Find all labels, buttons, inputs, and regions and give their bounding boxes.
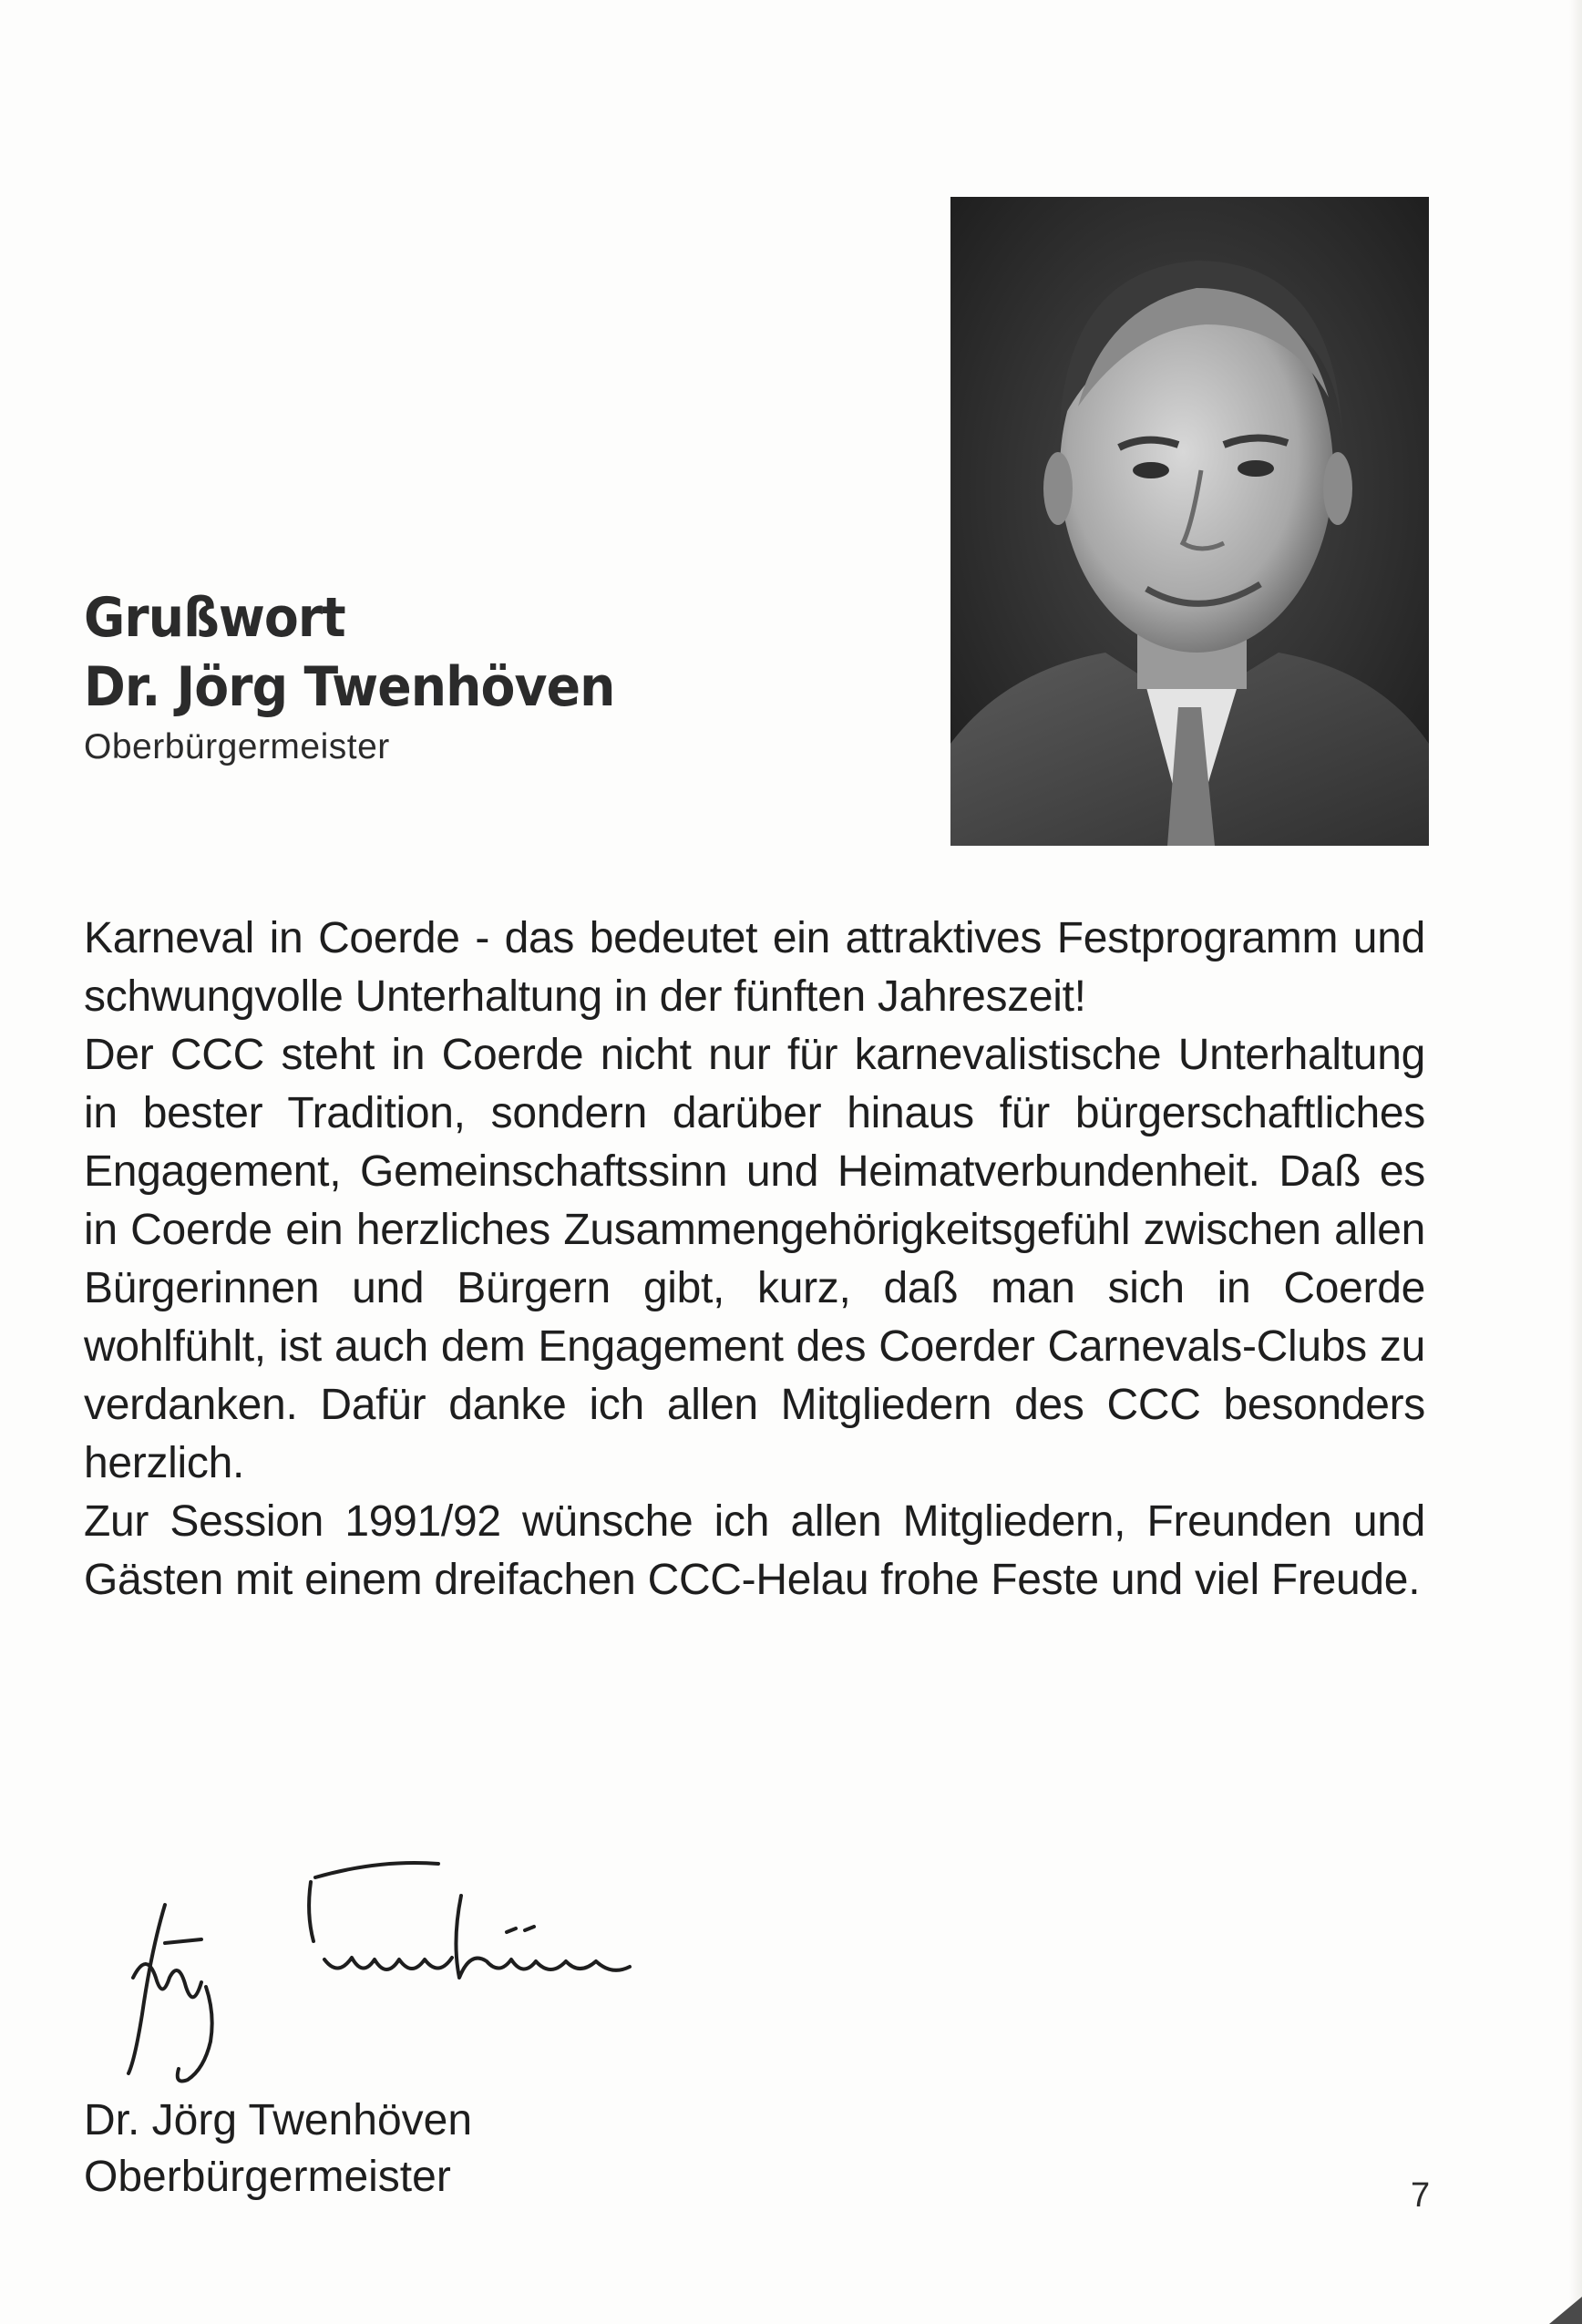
- portrait-photo: [950, 197, 1429, 846]
- page-number: 7: [1411, 2176, 1431, 2215]
- handwritten-signature-icon: [78, 1841, 753, 2087]
- signatory-name: Dr. Jörg Twenhöven: [84, 2096, 473, 2144]
- paragraph: Karneval in Coerde - das bedeutet ein attraktives Festprogramm und schwungvolle Unterhaltung in der fünften Jahreszeit!: [84, 914, 1425, 1021]
- heading-name: Dr. Jörg Twenhöven: [84, 655, 615, 719]
- scan-corner-mark: [1549, 2297, 1582, 2324]
- page-edge: [1569, 0, 1582, 2324]
- greeting-text: [84, 910, 1425, 1609]
- signature: [78, 1841, 753, 2087]
- paragraph: Zur Session 1991/92 wünsche ich allen Mitgliedern, Freunden und Gästen mit einem dreifachen CCC-Helau frohe Feste und viel Freude.: [84, 1497, 1425, 1604]
- signatory: [84, 2093, 472, 2206]
- portrait-photo-icon: [950, 197, 1429, 846]
- heading-grusswort: Grußwort: [84, 586, 345, 650]
- heading-role: Oberbürgermeister: [84, 727, 390, 766]
- paragraph: Der CCC steht in Coerde nicht nur für karnevalistische Unterhaltung in bester Tradition, sondern darüber hinaus für bürgerschaftliches Engagement, Gemeinschaftssinn und Heimatverbundenheit. Daß es in Coerde ein herzliches Zusammengehörigkeitsgefühl zwischen allen Bürgerinnen und Bürgern gibt, kurz, daß man sich in Coerde wohlfühlt, ist auch dem Engagement des Coerder Carnevals-Clubs zu verdanken. Dafür danke ich allen Mitgliedern des CCC besonders herzlich.: [84, 1031, 1425, 1487]
- title-block: [84, 583, 904, 769]
- signatory-role: Oberbürgermeister: [84, 2153, 451, 2201]
